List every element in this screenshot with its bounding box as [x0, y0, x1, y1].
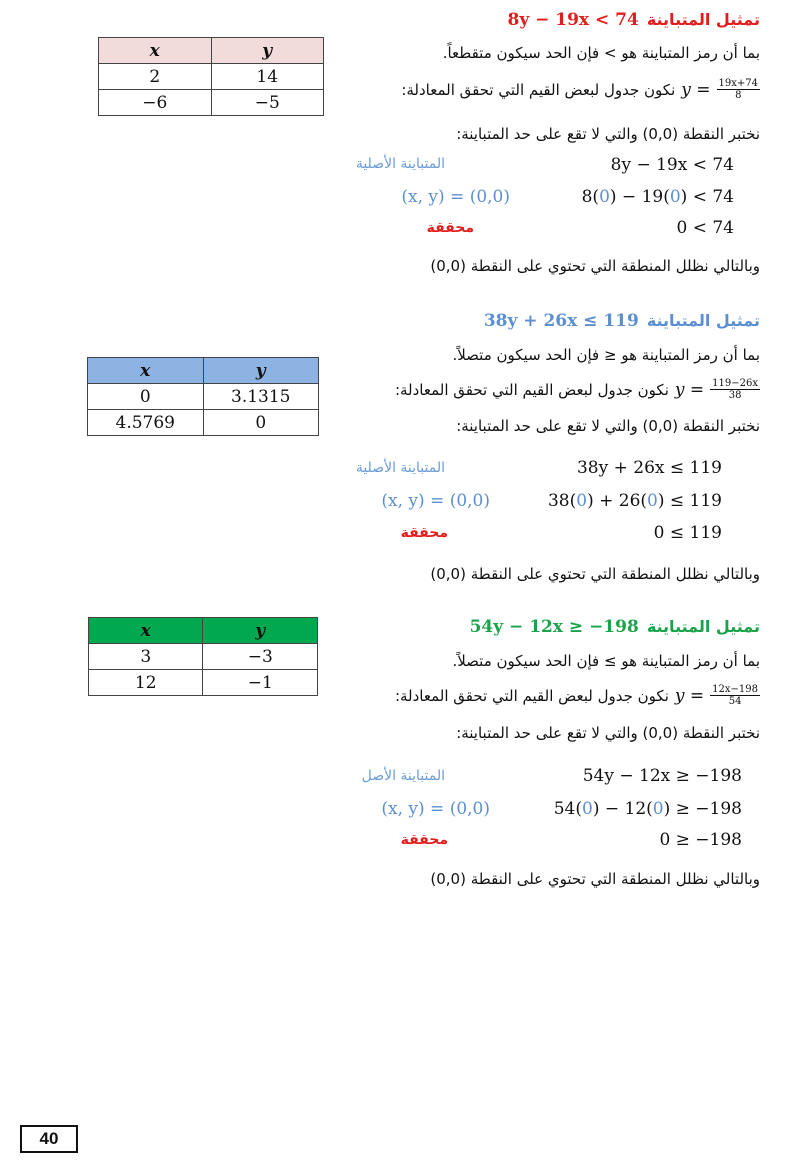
- sub-text: ) ≤ 119: [657, 491, 722, 511]
- header-x: x: [88, 358, 204, 384]
- heading-expression: 8y − 19x < 74: [507, 10, 639, 30]
- table-row: [99, 64, 324, 90]
- fraction-numerator: 19x+74: [718, 78, 758, 89]
- result-inequality: 0 < 74: [676, 218, 734, 238]
- equation-lhs: y =: [674, 379, 705, 400]
- heading-expression: 38y + 26x ≤ 119: [483, 311, 639, 331]
- boundary-note: بما أن رمز المتباينة هو ≤ فإن الحد سيكون متصلاً.: [452, 346, 760, 364]
- conclusion: وبالتالي نظلل المنطقة التي تحتوي على النقطة (0,0): [430, 565, 760, 583]
- original-inequality-label: المتباينة الأصل: [361, 768, 445, 784]
- table-cell: −1: [203, 670, 318, 696]
- sub-text: ) − 12(: [592, 799, 653, 819]
- heading-label: تمثيل المتباينة: [646, 617, 760, 636]
- substituted-inequality: [582, 187, 734, 207]
- equation-lhs: y =: [674, 685, 705, 706]
- conclusion: وبالتالي نظلل المنطقة التي تحتوي على النقطة (0,0): [430, 257, 760, 275]
- fraction-denominator: 54: [728, 696, 742, 707]
- equation-intro: نكون جدول لبعض القيم التي تحقق المعادلة:: [394, 380, 669, 399]
- original-inequality: 54y − 12x ≥ −198: [582, 766, 742, 786]
- sub-text: ) − 19(: [609, 187, 670, 207]
- equation-lhs: y =: [681, 79, 711, 100]
- sub-text: ) ≥ −198: [663, 799, 742, 819]
- table-cell: 0: [203, 410, 319, 436]
- fraction: [710, 378, 760, 401]
- table-row: [89, 644, 318, 670]
- result-inequality: 0 ≥ −198: [659, 830, 742, 850]
- table-row: [88, 410, 319, 436]
- boundary-note: بما أن رمز المتباينة هو ≥ فإن الحد سيكون متصلاً.: [452, 652, 760, 670]
- table-row: [88, 384, 319, 410]
- test-point-note: نختبر النقطة (0,0) والتي لا تقع على حد المتباينة:: [456, 724, 760, 742]
- table-cell: 12: [89, 670, 203, 696]
- table-header-row: [88, 358, 319, 384]
- table-row: [89, 670, 318, 696]
- original-inequality: 8y − 19x < 74: [610, 155, 734, 175]
- original-inequality-label: المتباينة الأصلية: [355, 460, 445, 476]
- equation-line: [395, 684, 760, 707]
- heading-label: تمثيل المتباينة: [646, 311, 760, 330]
- sub-zero: 0: [576, 491, 588, 511]
- sub-text: 8(: [581, 187, 600, 207]
- conclusion: وبالتالي نظلل المنطقة التي تحتوي على النقطة (0,0): [430, 870, 760, 888]
- verified-label: محققة: [400, 832, 448, 848]
- values-table: [87, 357, 319, 436]
- table-cell: 14: [211, 64, 324, 90]
- table-cell: −6: [99, 90, 212, 116]
- test-point-note: نختبر النقطة (0,0) والتي لا تقع على حد المتباينة:: [456, 417, 760, 435]
- test-point-label: (x, y) = (0,0): [381, 799, 490, 819]
- section-heading: [470, 617, 760, 637]
- original-inequality-label: المتباينة الأصلية: [355, 156, 445, 172]
- boundary-equation: [681, 78, 760, 101]
- header-y: y: [203, 358, 319, 384]
- sub-text: 38(: [547, 491, 577, 511]
- header-x: x: [99, 38, 212, 64]
- original-inequality: 38y + 26x ≤ 119: [576, 458, 722, 478]
- header-y: y: [211, 38, 324, 64]
- table-cell: 3.1315: [203, 384, 319, 410]
- fraction-denominator: 38: [728, 390, 742, 401]
- heading-expression: 54y − 12x ≥ −198: [469, 617, 639, 637]
- header-y: y: [203, 618, 318, 644]
- equation-line: [395, 378, 760, 401]
- table-cell: −3: [203, 644, 318, 670]
- test-point-label: (x, y) = (0,0): [381, 491, 490, 511]
- boundary-equation: [675, 378, 760, 401]
- fraction: [717, 78, 760, 101]
- fraction-denominator: 8: [735, 90, 742, 101]
- verified-label: محققة: [426, 220, 474, 236]
- equation-intro: نكون جدول لبعض القيم التي تحقق المعادلة:: [401, 80, 676, 99]
- substituted-inequality: [554, 799, 742, 819]
- header-x: x: [89, 618, 203, 644]
- table-header-row: [89, 618, 318, 644]
- table-cell: 0: [88, 384, 204, 410]
- sub-zero: 0: [652, 799, 664, 819]
- fraction-numerator: 119−26x: [712, 378, 758, 389]
- boundary-equation: [675, 684, 760, 707]
- equation-line: [401, 78, 760, 101]
- table-header-row: [99, 38, 324, 64]
- result-inequality: 0 ≤ 119: [653, 523, 722, 543]
- sub-text: ) + 26(: [587, 491, 648, 511]
- table-cell: 4.5769: [88, 410, 204, 436]
- boundary-note: بما أن رمز المتباينة هو > فإن الحد سيكون متقطعاً.: [442, 44, 760, 62]
- table-cell: 2: [99, 64, 212, 90]
- equation-intro: نكون جدول لبعض القيم التي تحقق المعادلة:: [394, 686, 669, 705]
- sub-zero: 0: [582, 799, 593, 819]
- fraction: [710, 684, 760, 707]
- sub-text: ) < 74: [680, 187, 734, 207]
- test-point-note: نختبر النقطة (0,0) والتي لا تقع على حد المتباينة:: [456, 125, 760, 143]
- sub-zero: 0: [647, 491, 658, 511]
- section-heading: [484, 311, 760, 331]
- verified-label: محققة: [400, 525, 448, 541]
- page-number: 40: [20, 1125, 78, 1153]
- heading-label: تمثيل المتباينة: [646, 10, 760, 29]
- values-table: [98, 37, 324, 116]
- table-row: [99, 90, 324, 116]
- sub-zero: 0: [669, 187, 681, 207]
- table-cell: 3: [89, 644, 203, 670]
- sub-text: 54(: [553, 799, 582, 819]
- fraction-numerator: 12x−198: [712, 684, 758, 695]
- sub-zero: 0: [599, 187, 610, 207]
- test-point-label: (x, y) = (0,0): [401, 187, 510, 207]
- table-cell: −5: [211, 90, 324, 116]
- section-heading: [507, 10, 760, 30]
- substituted-inequality: [548, 491, 722, 511]
- values-table: [88, 617, 318, 696]
